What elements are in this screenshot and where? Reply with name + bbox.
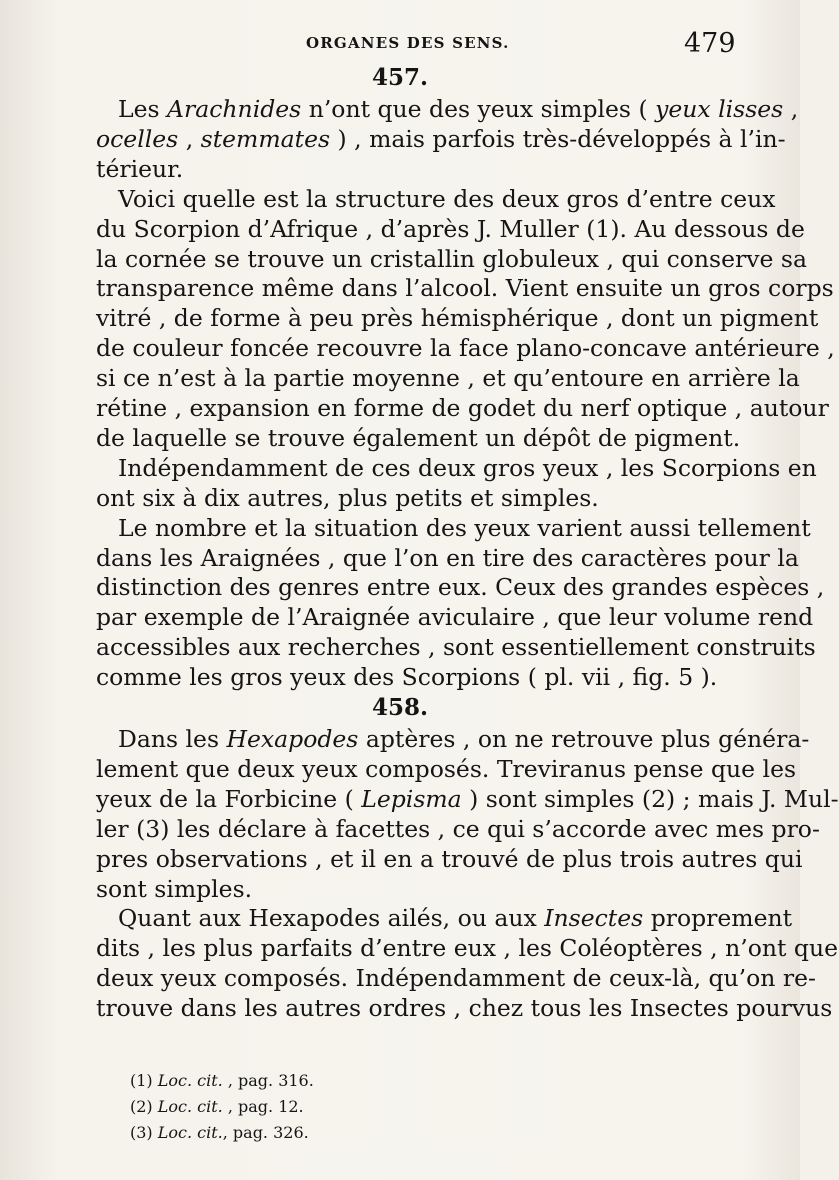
section-number: 457. xyxy=(371,64,429,91)
italic-term: stemmates xyxy=(200,124,331,153)
text-line xyxy=(96,784,839,814)
text-run: Dans les xyxy=(118,725,227,753)
text-line xyxy=(96,244,807,274)
text-run: , xyxy=(178,124,201,153)
text-run: trouve dans les autres ordres , chez tous les Insectes pourvus xyxy=(96,994,833,1023)
italic-term: yeux lisses xyxy=(655,95,784,123)
footnotes xyxy=(130,1068,314,1146)
text-line xyxy=(96,933,838,963)
text-run: du Scorpion d’Afrique , d’après J. Muller (1). Au dessous de xyxy=(96,214,805,243)
footnote-page: , pag. 12. xyxy=(222,1097,304,1116)
text-run: , xyxy=(783,95,799,123)
text-line xyxy=(118,184,776,214)
italic-term: Arachnides xyxy=(167,95,302,123)
italic-term: Lepisma xyxy=(361,784,462,813)
text-line xyxy=(96,483,736,513)
text-run: dans les Araignées , que l’on en tire des caractères pour la xyxy=(96,543,799,572)
text-run: deux yeux composés. Indépendamment de ceux-là, qu’on re- xyxy=(96,964,816,993)
text-line xyxy=(96,154,736,184)
page-number: 479 xyxy=(684,28,736,59)
text-run: dits , les plus parfaits d’entre eux , les Coléoptères , n’ont que xyxy=(96,934,838,963)
text-run: par exemple de l’Araignée aviculaire , que leur volume rend xyxy=(96,603,814,632)
text-line xyxy=(96,632,816,662)
text-run: Quant aux Hexapodes ailés, ou aux xyxy=(118,904,545,933)
text-line xyxy=(96,423,741,453)
italic-term: Hexapodes xyxy=(226,725,359,753)
text-run: térieur. xyxy=(96,154,184,183)
text-line xyxy=(96,754,797,784)
text-run: Les xyxy=(118,95,168,123)
text-line xyxy=(96,333,835,363)
italic-term: ocelles xyxy=(96,124,179,153)
text-line xyxy=(118,903,793,933)
text-run: pres observations , et il en a trouvé de plus trois autres qui xyxy=(96,844,803,873)
footnote-number: (2) xyxy=(130,1097,158,1116)
footnote-reference: Loc. cit. xyxy=(157,1097,223,1116)
section-number: 458. xyxy=(371,694,429,721)
text-line xyxy=(96,814,820,844)
text-line xyxy=(96,662,736,692)
text-run: si ce n’est à la partie moyenne , et qu’entoure en arrière la xyxy=(96,364,800,393)
text-run: distinction des genres entre eux. Ceux des grandes espèces , xyxy=(96,573,825,602)
text-run: n’ont que des yeux simples ( xyxy=(301,95,656,123)
text-line xyxy=(96,363,800,393)
text-run: accessibles aux recherches , sont essentiellement construits xyxy=(96,633,816,662)
text-line xyxy=(96,273,834,303)
text-line xyxy=(96,963,816,993)
text-run: ler (3) les déclare à facettes , ce qui s’accorde avec mes pro- xyxy=(96,814,820,843)
text-run: Voici quelle est la structure des deux gros d’entre ceux xyxy=(118,184,776,213)
text-run: ) , mais parfois très-développés à l’in- xyxy=(330,124,786,153)
footnote-page: , pag. 326. xyxy=(222,1123,309,1142)
text-run: Le nombre et la situation des yeux varient aussi tellement xyxy=(118,513,811,542)
text-line xyxy=(118,453,817,483)
footnote xyxy=(130,1120,314,1146)
text-line xyxy=(96,124,786,154)
text-run: aptères , on ne retrouve plus généra- xyxy=(358,725,810,753)
running-title: ORGANES DES SENS. xyxy=(306,34,510,52)
text-line xyxy=(96,844,803,874)
text-line xyxy=(96,602,814,632)
footnote-number: (1) xyxy=(130,1071,158,1090)
italic-term: Insectes xyxy=(544,904,644,933)
text-line xyxy=(96,393,829,423)
text-line xyxy=(118,94,799,124)
footnote-page: , pag. 316. xyxy=(222,1071,314,1090)
text-line xyxy=(96,303,819,333)
footnote-number: (3) xyxy=(130,1123,158,1142)
text-line xyxy=(96,993,833,1023)
text-run: de laquelle se trouve également un dépôt de pigment. xyxy=(96,423,741,452)
footnote xyxy=(130,1094,314,1120)
text-run: rétine , expansion en forme de godet du nerf optique , autour xyxy=(96,394,829,422)
text-run: lement que deux yeux composés. Treviranus pense que les xyxy=(96,754,797,783)
text-run: proprement xyxy=(643,904,793,933)
footnote-reference: Loc. cit. xyxy=(157,1071,223,1090)
text-run: transparence même dans l’alcool. Vient ensuite un gros corps xyxy=(96,274,834,303)
text-line xyxy=(96,214,805,244)
text-run: Indépendamment de ces deux gros yeux , les Scorpions en xyxy=(118,453,817,482)
text-line xyxy=(96,543,799,573)
text-run: comme les gros yeux des Scorpions ( pl. vii , fig. 5 ). xyxy=(96,663,718,692)
text-run: ) sont simples (2) ; mais J. Mul- xyxy=(461,784,839,813)
running-head xyxy=(0,28,800,62)
text-run: de couleur foncée recouvre la face plano-concave antérieure , xyxy=(96,334,835,363)
text-line xyxy=(96,874,736,904)
text-run: sont simples. xyxy=(96,874,253,903)
text-run: vitré , de forme à peu près hémisphérique , dont un pigment xyxy=(96,304,819,333)
text-line xyxy=(118,513,811,543)
text-run: la cornée se trouve un cristallin globuleux , qui conserve sa xyxy=(96,244,807,273)
text-run: yeux de la Forbicine ( xyxy=(96,784,362,813)
text-line xyxy=(96,572,825,602)
text-line xyxy=(118,724,810,754)
footnote-reference: Loc. cit. xyxy=(157,1123,223,1142)
text-run: ont six à dix autres, plus petits et simples. xyxy=(96,483,599,512)
footnote xyxy=(130,1068,314,1094)
